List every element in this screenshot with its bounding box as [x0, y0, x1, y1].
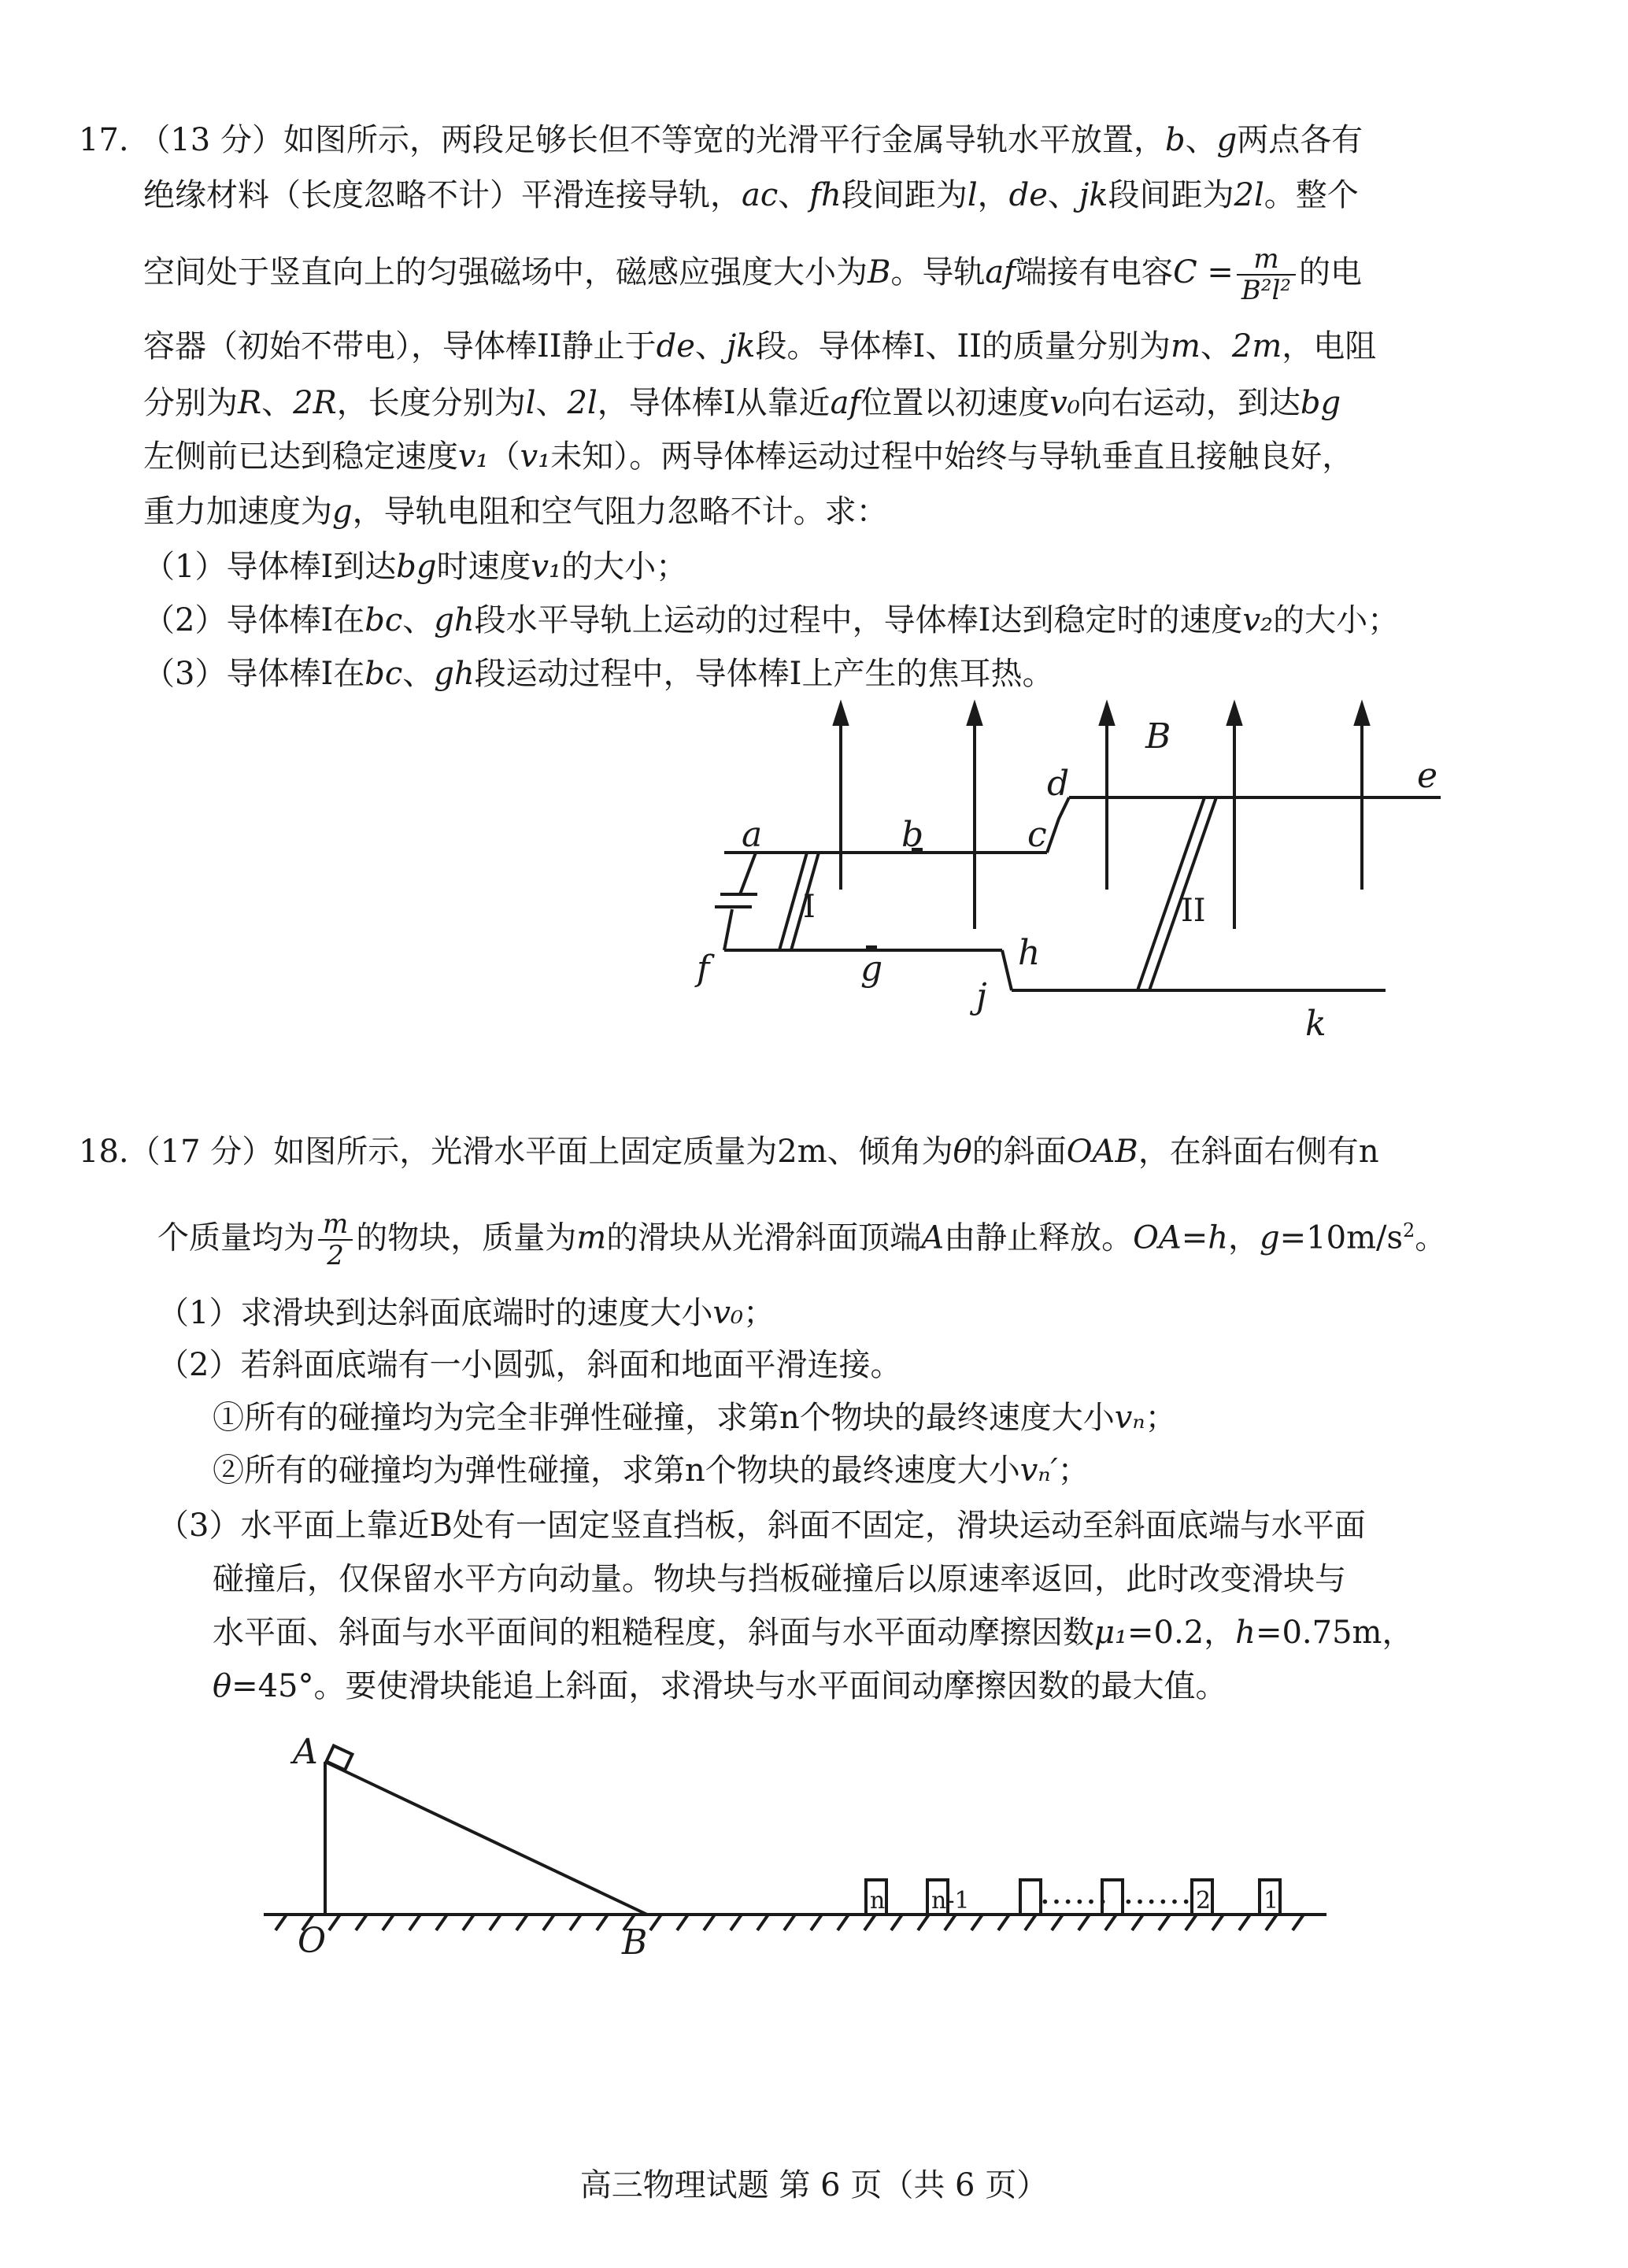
hatch-mark: [918, 1915, 929, 1930]
field-arrow-4-head: [1228, 705, 1241, 724]
ground-hatching: [276, 1915, 1304, 1930]
hatch-mark: [1159, 1915, 1170, 1930]
q17-line-3: 空间处于竖直向上的匀强磁场中，磁感应强度大小为B。导轨af端接有电容C = $\frac{m}{\text{B²l²}}$ 的电: [143, 243, 1363, 306]
hatch-mark: [1293, 1915, 1304, 1930]
q17-sub-1: （1）导体棒I到达bg时速度v₁的大小；: [143, 549, 688, 585]
label-O: O: [298, 1921, 327, 1961]
hatch-mark: [1052, 1915, 1063, 1930]
hatch-mark: [623, 1915, 635, 1930]
label-B-field: B: [1145, 716, 1171, 757]
block-label-5: 2: [1196, 1887, 1212, 1915]
hatch-mark: [650, 1915, 661, 1930]
hatch-mark: [409, 1915, 420, 1930]
label-d: d: [1047, 764, 1070, 804]
hatch-mark: [971, 1915, 982, 1930]
hatch-mark: [784, 1915, 795, 1930]
hatch-mark: [276, 1915, 287, 1930]
rod-2-line-a: [1138, 797, 1204, 990]
capacitor-wire-bottom: [724, 909, 732, 950]
label-B-point: B: [622, 1922, 648, 1963]
label-g: g: [860, 949, 883, 989]
block-1: [866, 1880, 886, 1915]
hatch-mark: [1266, 1915, 1277, 1930]
field-arrow-2-head: [968, 705, 981, 724]
q17-line-4: 容器（初始不带电），导体棒II静止于de、jk段。导体棒I、II的质量分别为m、2m，电阻: [143, 328, 1377, 364]
label-b: b: [901, 815, 924, 855]
block-dots-2: ……: [1123, 1872, 1192, 1912]
hatch-mark: [543, 1915, 554, 1930]
label-rod-2: II: [1181, 893, 1206, 929]
hatch-mark: [356, 1915, 367, 1930]
hatch-mark: [811, 1915, 822, 1930]
q17-sub-2: （2）导体棒I在bc、gh段水平导轨上运动的过程中，导体棒I达到稳定时的速度v₂的大小；: [143, 602, 1400, 638]
block-label-2: n-1: [931, 1887, 970, 1915]
q18-sub-2-2: ②所有的碰撞均为弹性碰撞，求第n个物块的最终速度大小vₙ′；: [213, 1452, 1090, 1489]
hatch-mark: [998, 1915, 1009, 1930]
hatch-mark: [516, 1915, 527, 1930]
field-arrow-1-head: [834, 705, 847, 724]
rod-2-line-b: [1149, 797, 1216, 990]
q18-sub-2: （2）若斜面底端有一小圆弧，斜面和地面平滑连接。: [157, 1347, 902, 1383]
hatch-mark: [677, 1915, 688, 1930]
label-a: a: [742, 815, 763, 855]
q18-line-2: 个质量均为 $\frac{m}{2}$ 的物块，质量为m的滑块从光滑斜面顶端A由静止释放。OA=h，$g=10m/s^2$。: [157, 1208, 1447, 1272]
rod-1-line-b: [791, 853, 819, 950]
hatch-mark: [864, 1915, 875, 1930]
block-4: [1102, 1880, 1123, 1915]
label-rod-1: I: [803, 889, 816, 925]
hatch-mark: [838, 1915, 849, 1930]
hatch-mark: [463, 1915, 474, 1930]
slider-block: [327, 1746, 353, 1770]
hatch-mark: [302, 1915, 313, 1930]
hatch-mark: [1025, 1915, 1036, 1930]
q17-line-2: 绝缘材料（长度忽略不计）平滑连接导轨，ac、fh段间距为l，de、jk段间距为2l。整个: [143, 177, 1359, 213]
hatch-mark: [1212, 1915, 1223, 1930]
hatch-mark: [1105, 1915, 1116, 1930]
field-arrow-5-head: [1356, 705, 1368, 724]
block-row: [866, 1880, 1280, 1915]
label-j: j: [976, 976, 987, 1016]
q17-sub-3: （3）导体棒I在bc、gh段运动过程中，导体棒I上产生的焦耳热。: [143, 656, 1054, 692]
block-6: [1260, 1880, 1280, 1915]
hatch-mark: [891, 1915, 902, 1930]
page-footer: 高三物理试题 第 6 页（共 6 页）: [579, 2167, 1049, 2203]
hatch-mark: [490, 1915, 501, 1930]
label-k: k: [1305, 1004, 1326, 1044]
rail-cd-bend: [1047, 797, 1069, 853]
label-f: f: [697, 949, 710, 989]
q18-sub-3-line-4: θ=45°。要使滑块能追上斜面，求滑块与水平面间动摩擦因数的最大值。: [213, 1668, 1227, 1704]
label-c: c: [1027, 815, 1047, 855]
block-label-1: n: [870, 1887, 886, 1915]
q18-sub-3-line-2: 碰撞后，仅保留水平方向动量。物块与挡板碰撞后以原速率返回，此时改变滑块与: [213, 1561, 1346, 1597]
q17-line-1: 17. （13 分）如图所示，两段足够长但不等宽的光滑平行金属导轨水平放置，b、g两点各有: [79, 122, 1363, 158]
rod-1-line-a: [779, 853, 807, 950]
hatch-mark: [1239, 1915, 1250, 1930]
hatch-mark: [597, 1915, 608, 1930]
hatch-mark: [1079, 1915, 1090, 1930]
hatch-mark: [1132, 1915, 1143, 1930]
q18-sub-3-line-1: （3）水平面上靠近B处有一固定竖直挡板，斜面不固定，滑块运动至斜面底端与水平面: [157, 1508, 1366, 1544]
label-e: e: [1417, 756, 1438, 796]
block-2: [927, 1880, 948, 1915]
hatch-mark: [757, 1915, 768, 1930]
label-A: A: [293, 1732, 318, 1772]
q17-line-7: 重力加速度为g，导轨电阻和空气阻力忽略不计。求：: [143, 494, 888, 530]
q17-line-6: 左侧前已达到稳定速度v₁（v₁未知）。两导体棒运动过程中始终与导轨垂直且接触良好，: [143, 438, 1354, 475]
q17-line-5: 分别为R、2R，长度分别为l、2l，导体棒I从靠近af位置以初速度v₀向右运动，到达bg: [143, 385, 1341, 421]
capacitance-fraction: $\frac{m}{\text{B²l²}}$: [1237, 244, 1296, 305]
q18-sub-2-1: ①所有的碰撞均为完全非弹性碰撞，求第n个物块的最终速度大小vₙ；: [213, 1400, 1177, 1436]
field-arrow-3-head: [1101, 705, 1113, 724]
incline-slope-AB: [325, 1762, 647, 1915]
rail-hj-bend: [1002, 950, 1012, 990]
block-mass-fraction: $\frac{m}{2}$: [318, 1209, 353, 1271]
block-5: [1192, 1880, 1212, 1915]
q18-sub-3-line-3: 水平面、斜面与水平面间的粗糙程度，斜面与水平面动摩擦因数μ₁=0.2，h=0.75m，: [213, 1615, 1414, 1651]
hatch-mark: [1186, 1915, 1197, 1930]
hatch-mark: [570, 1915, 581, 1930]
label-h: h: [1018, 933, 1041, 973]
hatch-mark: [383, 1915, 394, 1930]
block-3: [1020, 1880, 1041, 1915]
q18-sub-1: （1）求滑块到达斜面底端时的速度大小v₀；: [157, 1295, 775, 1331]
hatch-mark: [704, 1915, 715, 1930]
capacitor-wire-top: [740, 853, 756, 894]
block-label-6: 1: [1264, 1887, 1279, 1915]
hatch-mark: [945, 1915, 956, 1930]
block-dots-1: ……: [1039, 1872, 1108, 1912]
hatch-mark: [731, 1915, 742, 1930]
hatch-mark: [329, 1915, 340, 1930]
hatch-mark: [436, 1915, 447, 1930]
q18-line-1: 18.（17 分）如图所示，光滑水平面上固定质量为2m、倾角为θ的斜面OAB，在斜面右侧有n: [79, 1134, 1379, 1170]
